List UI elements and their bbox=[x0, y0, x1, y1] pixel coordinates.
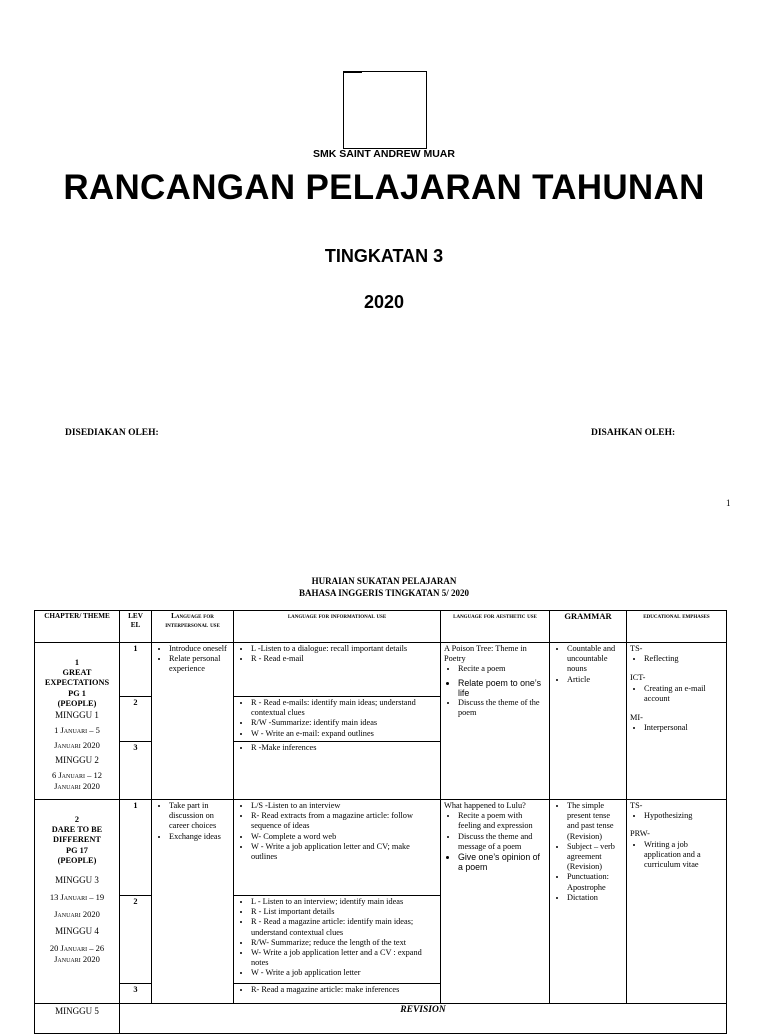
aesthetic-title: What happened to Lulu? bbox=[444, 801, 526, 810]
level-cell: 2 bbox=[120, 896, 152, 984]
level-cell: 2 bbox=[120, 697, 152, 742]
list-item: • R- Read a magazine article: make inferences bbox=[251, 985, 437, 995]
column-header: Language for interpersonal use bbox=[152, 611, 234, 643]
list-item: • R - Read a magazine article: identify main ideas; understand contextual clues bbox=[251, 917, 437, 937]
emphasis-label: ICT- bbox=[630, 673, 646, 683]
column-header: LEV EL bbox=[120, 611, 152, 643]
informational-cell bbox=[234, 896, 441, 984]
aesthetic-cell bbox=[441, 643, 550, 800]
list-item: • L - Listen to an interview; identify main ideas bbox=[251, 897, 437, 907]
chapter-cell bbox=[35, 800, 120, 1004]
list-item: • W - Write a job application letter bbox=[251, 968, 437, 978]
list-item: • Recite a poem with feeling and expression bbox=[458, 811, 546, 831]
week-label: MINGGU 1 bbox=[55, 710, 99, 721]
approved-by-label: DISAHKAN OLEH: bbox=[591, 428, 676, 438]
column-header: CHAPTER/ THEME bbox=[35, 611, 120, 643]
chapter-theme: (PEOPLE) bbox=[57, 855, 97, 865]
aesthetic-cell bbox=[441, 800, 550, 1004]
list-item: • R- Read extracts from a magazine article: follow sequence of ideas bbox=[251, 811, 437, 831]
informational-cell bbox=[234, 742, 441, 800]
informational-cell bbox=[234, 984, 441, 1004]
list-item: • L/S -Listen to an interview bbox=[251, 801, 437, 811]
syllabus-table bbox=[34, 610, 727, 1034]
week-label: MINGGU 5 bbox=[55, 1006, 99, 1016]
table-row bbox=[35, 643, 727, 697]
list-item: • R - List important details bbox=[251, 907, 437, 917]
list-item: • Interpersonal bbox=[644, 723, 723, 733]
column-header: educational emphases bbox=[627, 611, 727, 643]
page-number: 1 bbox=[726, 498, 731, 508]
level-cell: 3 bbox=[120, 742, 152, 800]
week-label: MINGGU 3 bbox=[55, 875, 99, 886]
list-item: • Discuss the theme and message of a poem bbox=[458, 832, 546, 852]
chapter-cell bbox=[35, 1004, 120, 1034]
list-item: • Subject – verb agreement (Revision) bbox=[567, 842, 623, 873]
interpersonal-cell bbox=[152, 643, 234, 800]
week-date: 1 Januari – 5 bbox=[54, 725, 100, 736]
emphases-cell bbox=[627, 643, 727, 800]
prepared-by-label: DISEDIAKAN OLEH: bbox=[65, 428, 159, 438]
list-item: • Countable and uncountable nouns bbox=[567, 644, 623, 675]
column-header: language for aesthetic use bbox=[441, 611, 550, 643]
list-item: • Take part in discussion on career choices bbox=[169, 801, 230, 832]
week-label: MINGGU 2 bbox=[55, 755, 99, 766]
emphasis-label: PRW- bbox=[630, 829, 650, 839]
list-item: • Relate poem to one’s life bbox=[458, 678, 546, 698]
list-item: • Discuss the theme of the poem bbox=[458, 698, 546, 718]
chapter-title: GREAT EXPECTATIONS bbox=[44, 668, 110, 688]
week-date: 20 Januari – 26 Januari 2020 bbox=[49, 943, 105, 965]
list-item: • R -Make inferences bbox=[251, 743, 437, 753]
list-item: • W - Write an e-mail: expand outlines bbox=[251, 729, 437, 739]
week-date: Januari 2020 bbox=[54, 909, 100, 920]
list-item: • Recite a poem bbox=[458, 664, 546, 674]
logo-placeholder bbox=[343, 71, 427, 149]
table-row bbox=[35, 800, 727, 896]
list-item: • Exchange ideas bbox=[169, 832, 230, 842]
syllabus-heading: HURAIAN SUKATAN PELAJARAN bbox=[311, 576, 457, 586]
chapter-theme: (PEOPLE) bbox=[57, 698, 97, 708]
week-date: 13 Januari – 19 bbox=[49, 892, 105, 903]
syllabus-subheading: BAHASA INGGERIS TINGKATAN 5/ 2020 bbox=[298, 588, 470, 598]
year: 2020 bbox=[363, 292, 405, 312]
emphasis-label: TS- bbox=[630, 644, 643, 653]
informational-cell bbox=[234, 643, 441, 697]
emphasis-label: TS- bbox=[630, 801, 643, 810]
interpersonal-cell bbox=[152, 800, 234, 1004]
chapter-number: 2 bbox=[74, 815, 80, 824]
list-item: • Writing a job application and a curriculum vitae bbox=[644, 840, 723, 871]
level-cell: 3 bbox=[120, 984, 152, 1004]
list-item: • Punctuation: Apostrophe bbox=[567, 872, 623, 892]
week-date: Januari 2020 bbox=[54, 740, 100, 751]
form-level: TINGKATAN 3 bbox=[324, 246, 444, 266]
table-row bbox=[35, 1004, 727, 1034]
list-item: • W- Complete a word web bbox=[251, 832, 437, 842]
list-item: • R - Read e-mail bbox=[251, 654, 437, 664]
list-item: • Article bbox=[567, 675, 623, 685]
list-item: • Introduce oneself bbox=[169, 644, 230, 654]
grammar-cell bbox=[550, 800, 627, 1004]
list-item: • W- Write a job application letter and a CV : expand notes bbox=[251, 948, 437, 968]
chapter-page: PG 17 bbox=[66, 845, 88, 855]
chapter-title: DARE TO BE DIFFERENT bbox=[51, 825, 103, 845]
level-cell: 1 bbox=[120, 643, 152, 697]
column-header: language for informational use bbox=[234, 611, 441, 643]
chapter-page: PG 1 bbox=[68, 688, 86, 698]
level-cell: 1 bbox=[120, 800, 152, 896]
week-date: 6 Januari – 12 Januari 2020 bbox=[51, 770, 102, 792]
list-item: • The simple present tense and past tense (Revision) bbox=[567, 801, 623, 842]
revision-cell: REVISION bbox=[120, 1004, 727, 1034]
list-item: • Creating an e-mail account bbox=[644, 684, 723, 704]
school-name: SMK SAINT ANDREW MUAR bbox=[313, 148, 455, 160]
chapter-cell bbox=[35, 643, 120, 800]
week-label: MINGGU 4 bbox=[55, 926, 99, 937]
emphasis-label: MI- bbox=[630, 713, 643, 723]
informational-cell bbox=[234, 697, 441, 742]
informational-cell bbox=[234, 800, 441, 896]
aesthetic-title: A Poison Tree: Theme in Poetry bbox=[444, 644, 527, 664]
list-item: • Hypothesizing bbox=[644, 811, 723, 821]
list-item: • R/W -Summarize: identify main ideas bbox=[251, 718, 437, 728]
list-item: • Dictation bbox=[567, 893, 623, 903]
list-item: • L -Listen to a dialogue: recall important details bbox=[251, 644, 437, 654]
document-title: RANCANGAN PELAJARAN TAHUNAN bbox=[63, 168, 705, 207]
list-item: • R/W- Summarize; reduce the length of the text bbox=[251, 938, 437, 948]
emphases-cell bbox=[627, 800, 727, 1004]
column-header: GRAMMAR bbox=[550, 611, 627, 643]
list-item: • Give one’s opinion of a poem bbox=[458, 852, 546, 872]
list-item: • Relate personal experience bbox=[169, 654, 230, 674]
list-item: • Reflecting bbox=[644, 654, 723, 664]
table-header-row bbox=[35, 611, 727, 643]
list-item: • R - Read e-mails: identify main ideas; understand contextual clues bbox=[251, 698, 437, 718]
grammar-cell bbox=[550, 643, 627, 800]
chapter-number: 1 bbox=[74, 658, 80, 667]
list-item: • W - Write a job application letter and CV; make outlines bbox=[251, 842, 437, 862]
